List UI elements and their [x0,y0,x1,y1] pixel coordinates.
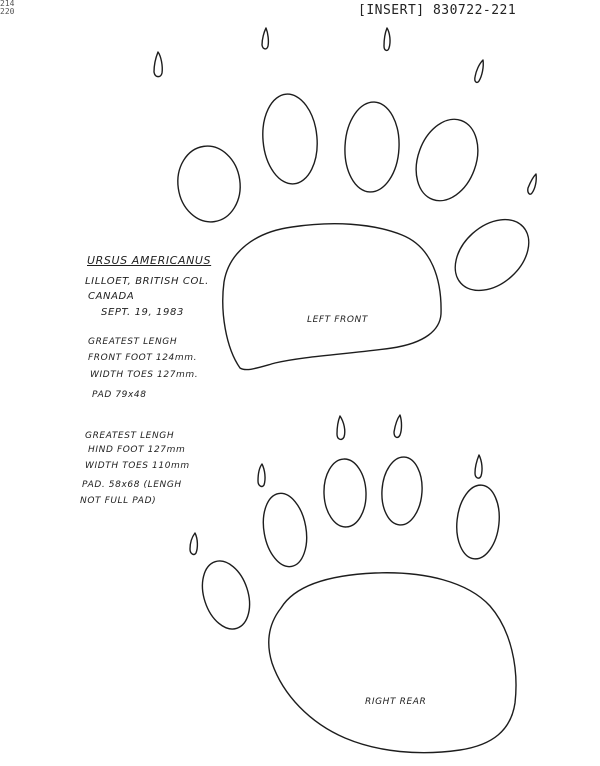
rear-toe-pad [194,555,257,635]
rear-toe-pad [258,490,312,570]
front-claw-mark [154,52,162,77]
rear-main-pad [269,573,516,753]
front-claw-mark [528,174,536,194]
location-line-2: CANADA [88,291,135,302]
corner-number-bottom: 220 [0,7,15,16]
hind-foot-pad-note: NOT FULL PAD) [80,496,157,506]
front-foot-measure-line-3: WIDTH TOES 127mm. [90,370,199,380]
front-foot-measure-line-1: GREATEST LENGH [88,337,178,347]
specimen-date: SEPT. 19, 1983 [101,307,184,318]
front-claw-mark [384,28,390,50]
rear-claw-mark [190,533,197,554]
front-toe-pad [259,92,321,186]
front-paw-label: LEFT FRONT [307,315,368,325]
corner-number-top: 214 [0,0,15,8]
front-main-pad [223,224,441,370]
rear-paw-tracing [190,415,516,753]
species-name: URSUS AMERICANUS [87,254,212,267]
rear-toe-pad [323,458,367,527]
front-toe-pad [173,142,245,226]
front-toe-pad [405,111,488,210]
rear-claw-mark [475,455,482,478]
front-toe-pad [343,101,402,194]
hind-foot-pad-measure: PAD. 58x68 (LENGH [82,480,182,490]
rear-paw-label: RIGHT REAR [365,697,427,707]
rear-claw-mark [394,415,402,437]
insert-reference-label: [INSERT] 830722-221 [358,3,517,18]
front-toe-pad [441,205,542,304]
front-claw-mark [262,28,268,49]
hind-foot-measure-line-1: GREATEST LENGH [85,431,175,441]
rear-toe-pad [453,483,503,561]
front-claw-mark [475,60,483,82]
hind-foot-measure-line-3: WIDTH TOES 110mm [85,461,190,471]
rear-claw-mark [337,416,345,439]
location-line-1: LILLOET, BRITISH COL. [85,276,209,287]
front-foot-pad-measure: PAD 79x48 [92,390,147,400]
rear-claw-mark [258,464,265,486]
front-foot-measure-line-2: FRONT FOOT 124mm. [88,353,198,363]
hind-foot-measure-line-2: HIND FOOT 127mm [88,445,186,455]
rear-toe-pad [380,456,425,527]
